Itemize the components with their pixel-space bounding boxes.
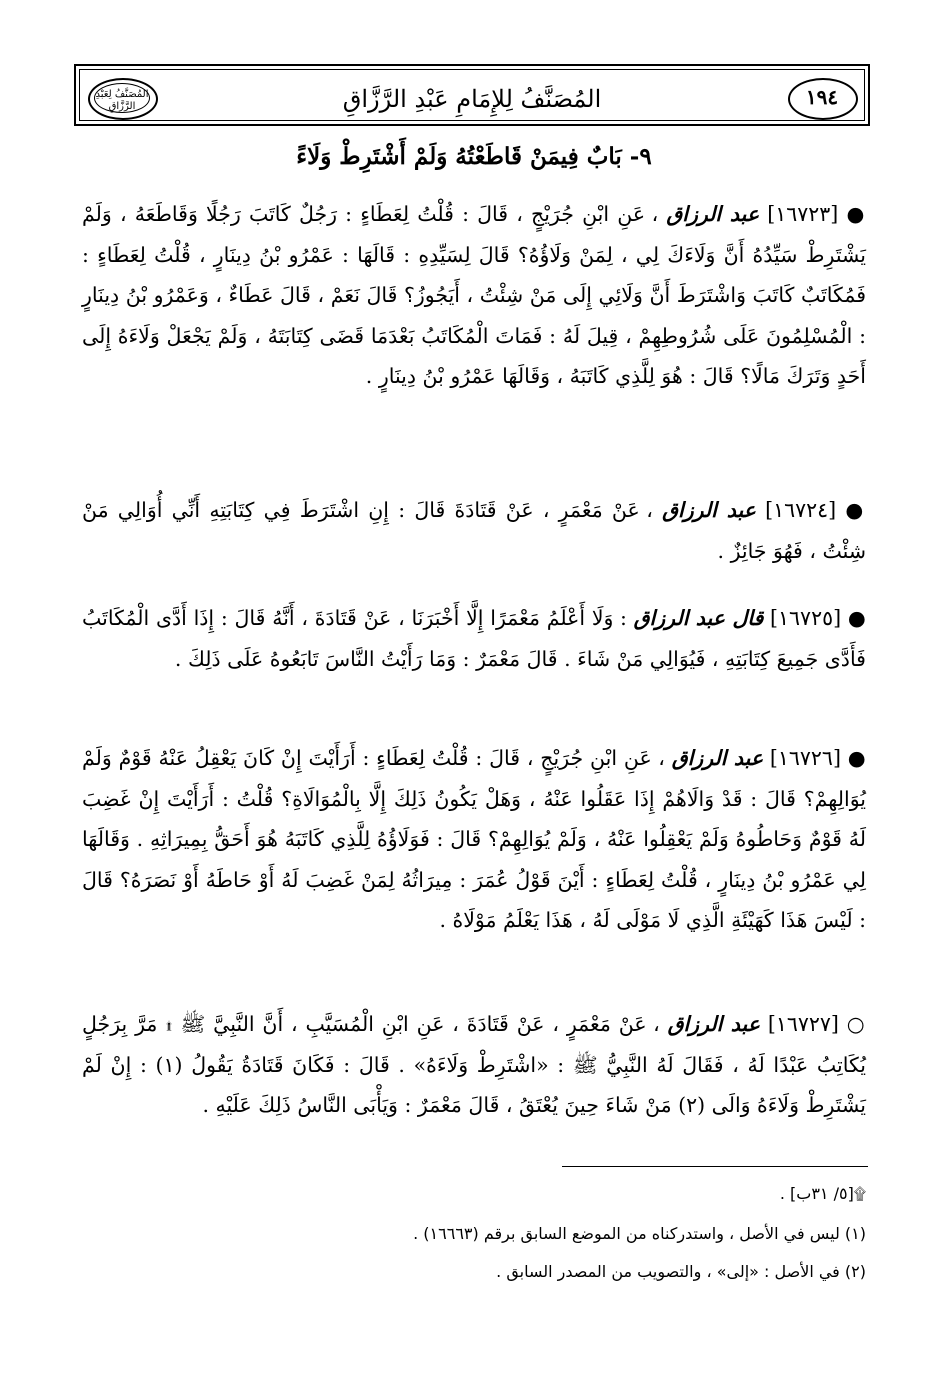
running-title: المُصَنَّفُ لِلإِمَامِ عَبْدِ الرَّزَّاقِ [342,85,602,113]
folio-reference: ۩[٥/ ٣١ب] . [779,1184,866,1203]
running-header [74,64,870,126]
footnote-2: (٢) في الأصل : «إلى» ، والتصويب من المصدر السابق . [496,1262,866,1281]
hadith-text: ، عَنِ ابْنِ جُرَيْجٍ ، قَالَ : قُلْتُ لِعَطَاءٍ : أَرَأَيْتَ إِنْ كَانَ يَعْقِلُ عَنْهُ قَوْمٌ وَلَمْ يُوَالِهِمْ؟ قَالَ : قَدْ وَالَاهُمْ إِذَا عَقَلُوا عَنْهُ ، وَهَلْ يَكُونُ ذَلِكَ إِلَّا بِالْمُوَالَاةِ؟ قُلْتُ : أَرَأَيْتَ إِنْ غَضِبَ لَهُ قَوْمٌ وَحَاطُوهُ وَلَمْ يَعْقِلُوا عَنْهُ ، وَلَمْ يُوَالِهِمْ؟ قَالَ : فَوَلَاؤُهُ لِلَّذِي كَاتَبَهُ هُوَ أَحَقُّ بِمِيرَاثِهِ . وَقَالَهَا لِي عَمْرُو بْنُ دِينَارٍ ، قُلْتُ لِعَطَاءٍ : أَيْنَ قَوْلُ عُمَرَ : مِيرَاثُهُ لِمَنْ غَضِبَ لَهُ أَوْ حَاطَهُ أَوْ نَصَرَهُ؟ قَالَ : لَيْسَ هَذَا كَهَيْئَةِ الَّذِي لَا مَوْلَى لَهُ ، هَذَا يَعْلَمُ مَوْلَاهُ . [82,746,866,933]
author-name: عبد الرزاق [666,202,760,226]
page-number: ١٩٤ [805,85,839,109]
entry-marker: ● [847,606,866,630]
footnote-separator [562,1166,868,1167]
footnote-1: (١) ليس في الأصل ، واستدركناه من الموضع السابق برقم (١٦٦٦٣) . [413,1224,866,1243]
hadith-entry [82,194,866,397]
entry-marker: ○ [846,1012,866,1036]
hadith-number: [١٦٧٢٦] [769,746,841,770]
hadith-text: ، عَنْ مَعْمَرٍ ، عَنْ قَتَادَةَ قَالَ : إِنِ اشْتَرَطَ فِي كِتَابَتِهِ أَنِّي أُوَالِي مَنْ شِئْتُ ، فَهُوَ جَائِزٌ . [82,498,866,563]
author-name: عبد الرزاق [667,1012,760,1036]
author-name: قال عبد الرزاق [633,606,764,630]
hadith-number: [١٦٧٢٥] [770,606,842,630]
seal-text: المُصَنَّفُ لِعَبْدِ الرَّزَّاقِ [95,89,149,112]
section-title: ٩- بَابٌ فِيمَنْ قَاطَعْتُهُ وَلَمْ أَشْتَرِطْ وَلَاءً [296,143,652,170]
hadith-text: ، عَنْ مَعْمَرٍ ، عَنْ قَتَادَةَ ، عَنِ ابْنِ الْمُسَيَّبِ ، أَنَّ النَّبِيَّ ﷺ ۩ مَرَّ بِرَجُلٍ يُكَاتِبُ عَبْدًا لَهُ ، فَقَالَ لَهُ النَّبِيُّ ﷺ : «اشْتَرِطْ وَلَاءَهُ» . قَالَ : فَكَانَ قَتَادَةُ يَقُولُ (١) : إِنْ لَمْ يَشْتَرِطْ وَلَاءَهُ وَالَى (٢) مَنْ شَاءَ حِينَ يُعْتَقُ ، قَالَ مَعْمَرٌ : وَيَأْبَى النَّاسُ ذَلِكَ عَلَيْهِ . [82,1012,867,1118]
hadith-text: : وَلَا أَعْلَمُ مَعْمَرًا إِلَّا أَخْبَرَنَا ، عَنْ قَتَادَةَ ، أَنَّهُ قَالَ : إِذَا أَدَّى الْمُكَاتَبُ فَأَدَّى جَمِيعَ كِتَابَتِهِ ، فَيُوَالِي مَنْ شَاءَ . قَالَ مَعْمَرٌ : وَمَا رَأَيْتُ النَّاسَ تَابَعُوهُ عَلَى ذَلِكَ . [82,606,866,671]
entry-marker: ● [845,498,866,522]
hadith-text: ، عَنِ ابْنِ جُرَيْجٍ ، قَالَ : قُلْتُ لِعَطَاءٍ : رَجُلٌ كَاتَبَ رَجُلًا وَقَاطَعَهُ ، وَلَمْ يَشْتَرِطْ سَيِّدُهُ أَنَّ وَلَاءَكَ لِي ، لِمَنْ وَلَاؤُهُ؟ قَالَ لِسَيِّدِهِ : قَالَهَا : عَمْرُو بْنُ دِينَارٍ ، قُلْتُ لِعَطَاءٍ : فَمُكَاتَبٌ كَاتَبَ وَاشْتَرَطَ أَنَّ وَلَائِي إِلَى مَنْ شِئْتُ ، أَيَجُوزُ؟ قَالَ نَعَمْ ، قَالَ عَطَاءٌ ، وَعَمْرُو بْنُ دِينَارٍ : الْمُسْلِمُونَ عَلَى شُرُوطِهِمْ ، قِيلَ لَهُ : فَمَاتَ الْمُكَاتَبُ بَعْدَمَا قَضَى كِتَابَتَهُ ، وَلَمْ يَجْعَلْ وَلَاءَهُ إِلَى أَحَدٍ وَتَرَكَ مَالًا؟ قَالَ : هُوَ لِلَّذِي كَاتَبَهُ ، وَقَالَهَا عَمْرُو بْنُ دِينَارٍ . [82,202,866,389]
author-name: عبد الرزاق [671,746,764,770]
page-number-ornament [784,76,860,120]
hadith-entry [82,738,866,941]
hadith-number: [١٦٧٢٤] [765,498,837,522]
author-name: عبد الرزاق [662,498,756,522]
seal-ornament-left [84,76,160,120]
hadith-number: [١٦٧٢٧] [767,1012,839,1036]
header-frame [79,69,865,121]
hadith-entry [82,490,866,571]
entry-marker: ● [847,746,866,770]
entry-marker: ● [846,202,866,226]
hadith-entry [82,1004,866,1126]
hadith-number: [١٦٧٢٣] [767,202,839,226]
hadith-entry [82,598,866,679]
